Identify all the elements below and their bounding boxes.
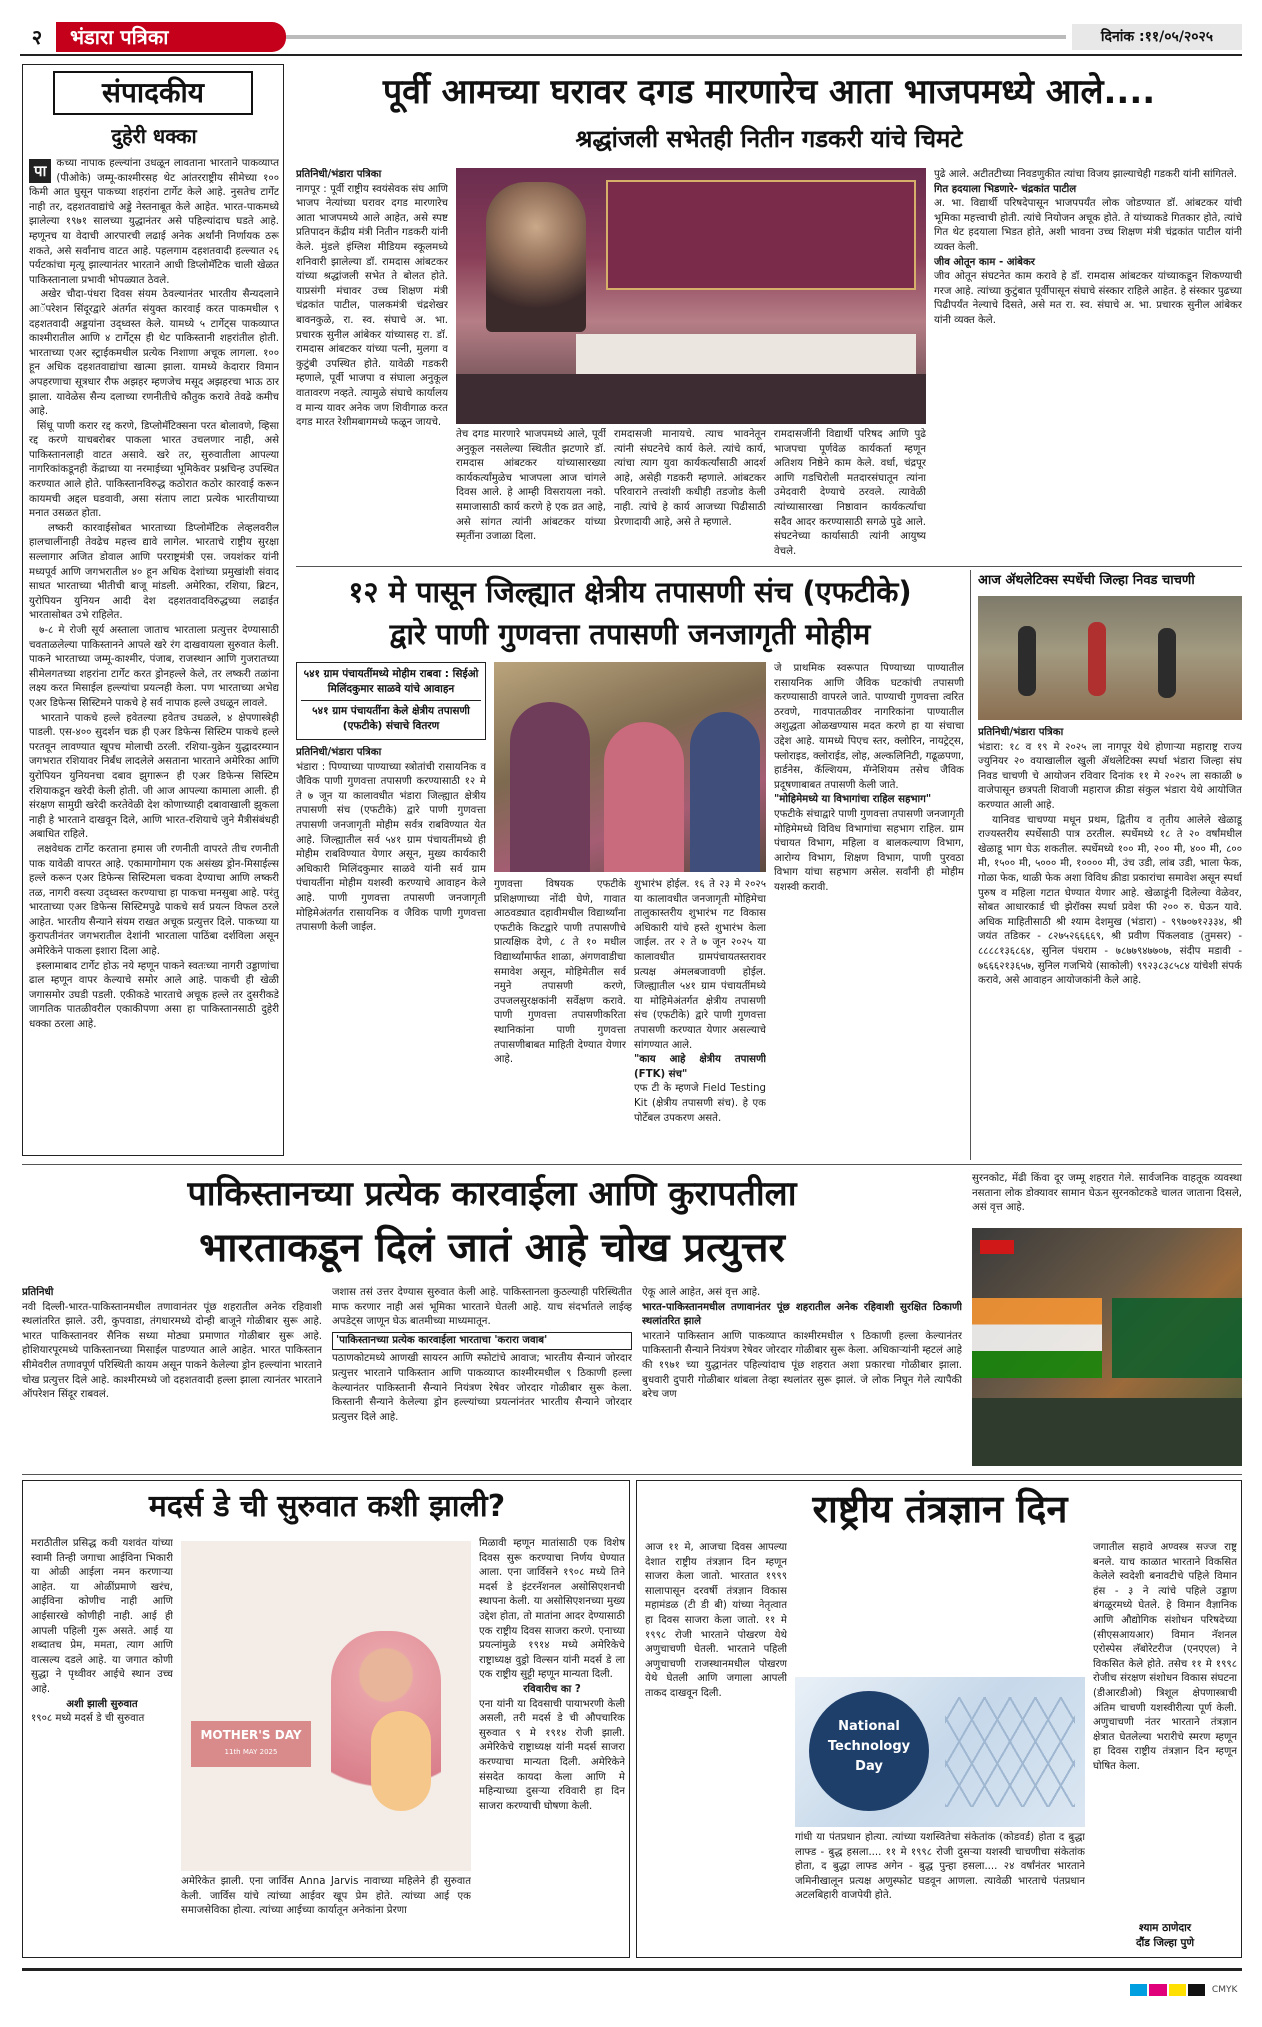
tech-column-2-body (943, 1541, 1085, 1673)
lead-paragraph: पुढे आले. अटीतटीच्या निवडणुकीत त्यांचा विजय झाल्याचेही गडकरी यांनी सांगितले. (934, 169, 1237, 180)
editorial-paragraph: इस्लामाबाद टार्गेट होऊ नये म्हणून पाकने स्वतःच्या नागरी उड्डाणांचा ढाल म्हणून वापर केल्याचे समोर आले आहे. पाकची ही खेळी जगासमोर उघडी पडली. एकीकडे भारताचे अचूक हल्ले तर दुसरीकडे जागतिक पातळीवरील एकाकीपणा असा हा पाकिस्तानसाठी दुहेरी धक्का ठरला आहे. (29, 960, 279, 1031)
lead-byline: प्रतिनिधी/भंडारा पत्रिका (296, 169, 382, 180)
pakistan-column-2 (332, 1286, 632, 1466)
water-paragraph: शुभारंभ होईल. १६ ते २३ मे २०२५ या कालावधीत जनजागृती मोहिमेचा तालुकास्तरीय शुभारंभ गट विकास अधिकारी यांचे हस्ते शुभारंभ केला जाईल. तर २ ते ७ जून २०२५ या कालावधीत ग्रामपंचायतस्तरावर प्रत्यक्ष अंमलबजावणी होईल. जिल्ह्यातील ५४१ ग्राम पंचायतींमध्ये या मोहिमेअंतर्गत क्षेत्रीय तपासणी संच (एफटीके) द्वारे पाणी गुणवत्ता तपासणी करण्यात येणार असल्याचे सांगण्यात आले. (634, 879, 766, 1051)
memorial-event-photo (456, 168, 926, 424)
water-column-3 (634, 878, 766, 1156)
water-column-4 (774, 662, 964, 1156)
runner-figure (1088, 622, 1106, 696)
lead-column-5 (934, 168, 1242, 560)
conflict-collage-photo (972, 1228, 1242, 1466)
mothers-day-image-title: MOTHER'S DAY (200, 1728, 302, 1742)
pakistan-story (22, 1168, 1242, 1470)
lead-paragraph: जीव ओतून संघटनेत काम करावे हे डॉ. रामदास आंबटकर यांच्याकडून शिकण्याची गरज आहे. त्यांच्या कुटुंबात पूर्वीपासून संघाचे संस्कार राहिले आहेत. हे संस्कार पुढच्या पिढीपर्यंत नेल्याचे दिसते, असे मत रा. स्व. संघाचे अ. भा. प्रचारक सुनील आंबेकर यांनी व्यक्त केले. (934, 271, 1242, 326)
lead-paragraph: अ. भा. विद्यार्थी परिषदेपासून भाजपपर्यंत लोक जोडण्यात डॉ. आंबटकर यांची भूमिका महत्त्वाची होती. त्यांचे नियोजन अचूक होते. ते यांच्याकडे गितकार होते, त्यांचे गित थेट हदयाला भिडत होते, अशी भावना उच्च शिक्षण मंत्री चंद्रकांत पाटील यांनी व्यक्त केली. (934, 198, 1242, 253)
lead-headline: पूर्वी आमच्या घरावर दगड मारणारेच आता भाजपमध्ये आले.... (382, 72, 1156, 112)
paper-name: भंडारा पत्रिका (70, 25, 169, 49)
water-paragraph: एफ टी के म्हणजे Field Testing Kit (क्षेत्रीय तपासणी संच). हे एक पोर्टेबल उपकरण असते. (634, 1083, 766, 1124)
water-subheading: "मोहिमेमध्ये या विभागांचा राहिल सहभाग" (774, 794, 932, 806)
editorial-section (22, 64, 284, 1156)
athletics-paragraph: भंडारा: १८ व १९ मे २०२५ ला नागपूर येथे होणाऱ्या महाराष्ट्र राज्य ज्युनियर २० वयाखालील खुली ॲथलेटिक्स स्पर्धा भंडारा जिल्हा संघ निवड चाचणी चे आयोजन रविवार दिनांक ११ मे २०२५ ला सकाळी ७ वाजेपासून छत्रपती शिवाजी महाराज क्रीडा संकुल भंडारा येथे आयोजित करण्यात आली आहे. (978, 741, 1242, 811)
tech-column-middle (795, 1831, 1085, 1953)
tech-graphic-title-2: Technology (827, 1739, 911, 1754)
lead-paragraph: नागपूर : पूर्वी राष्ट्रीय स्वयंसेवक संघ आणि भाजप नेत्यांच्या घरावर दगड मारणारेच आता भाजपमध्ये आले आहेत, असे स्पष्ट प्रतिपादन केंद्रीय मंत्री नितीन गडकरी यांनी केले. मुंडले इंग्लिश मीडियम स्कूलमध्ये शनिवारी झालेल्या डॉ. रामदास आंबटकर यांच्या श्रद्धांजली सभेत ते बोलत होते. याप्रसंगी मंचावर उच्च शिक्षण मंत्री चंद्रकांत पाटील, पालकमंत्री चंद्रशेखर बावनकुळे, रा. स्व. संघाचे अ. भा. प्रचारक सुनील आंबेकर यांच्यासह रा. डॉ. रामदास आंबटकर यांच्या पत्नी, मुलगा व कुटुंबी उपस्थित होते. यावेळी गडकरी म्हणाले, पूर्वी भाजपा व संघाला अनुकूल वातावरण नव्हते. त्यामुळे संघाचे कार्यालय व मान्य यावर अनेक जण शिवीगाळ करत दगड मारत रेशीमबागमध्ये फळून जायचे. (296, 183, 448, 429)
lead-paragraph: रामदासजी मानायचे. त्याच भावनेतून त्यांनी संघटनेचे कार्य केले. त्यांचे कार्य, त्यांचा त्याग युवा कार्यकर्त्यांसाठी आदर्श आहे, असेही गडकरी म्हणाले. आंबटकर परिवाराने तत्त्वांशी कधीही तडजोड केली नाही. त्यांचे हे कार्य आजच्या पिढीसाठी प्रेरणादायी आहे, असे ते म्हणाले. (614, 429, 766, 528)
mothers-day-image-date: 11th MAY 2025 (224, 1748, 278, 1756)
water-paragraph: भंडारा : पिण्याच्या पाण्याच्या स्त्रोतांची रासायनिक व जैविक पाणी गुणवत्ता तपासणी करण्यासाठी १२ मे ते ७ जून या कालावधीत भंडारा जिल्ह्यात क्षेत्रीय तपासणी संच (एफटीके) द्वारे पाणी गुणवत्ता तपासणी जनजागृती मोहीम सर्वत्र राबविण्यात येत आहे. जिल्ह्यातील सर्व ५४१ ग्राम पंचायतींमध्ये ही मोहीम राबविण्यात येणार असून, मुख्य कार्यकारी अधिकारी मिलिंदकुमार साळवे यांनी सर्व ग्राम पंचायतींना मोहीम यशस्वी करण्याचे आवाहन केले आहे. पाणी गुणवत्ता तपासणी जनजागृती मोहिमेअंतर्गत रासायनिक व जैविक पाणी गुणवत्ता तपासणी केली जाईल. (296, 761, 486, 934)
water-highlight-2: ५४१ ग्राम पंचायतींना केले क्षेत्रीय तपासणी (एफटीके) संचाचे वितरण (312, 705, 470, 732)
lead-story (296, 64, 1242, 564)
mothers-day-story (22, 1480, 630, 1958)
editorial-paragraph: सिंधू पाणी करार रद्द करणे, डिप्लोमॅटिक्सना परत बोलावणे, व्हिसा रद्द करणे याचबरोबर पाकला भारत उचलणार नाही, असे पाकिस्तानलाही वाटत असावे. खरे तर, सुरुवातीला आपल्या नागरिकांकडूनही केंद्राच्या या नरमाईच्या भूमिकेवर प्रश्नचिन्ह उपस्थित करण्यात आले होते. पाकिस्तानविरुद्ध कठोरात कठोर कारवाई करून कायमची अद्दल घडवावी, असा संताप लाटा प्रत्येक भारतीयाच्या मनात उसळत होता. (29, 420, 279, 520)
editorial-paragraph: लष्करी कारवाईसोबत भारताच्या डिप्लोमॅटिक लेव्हलवरील हालचालींनाही तेवढेच महत्त्व द्यावे लागेल. भारताचे राष्ट्रीय सुरक्षा सल्लागार अजित डोवाल आणि परराष्ट्रमंत्री एस. जयशंकर यांनी मध्यपूर्व आणि जगभरातील ४० हून अधिक देशांच्या प्रमुखांशी संवाद साधत भारताच्या भीतीची बाजू मांडली. अमेरिका, रशिया, ब्रिटन, युरोपियन युनियन आदी देश दहशतवादविरुद्धच्या लढाईत भारतासोबत उभे राहिलेत. (29, 522, 279, 622)
tech-paragraph: गांधी या पंतप्रधान होत्या. त्यांच्या यशस्वितेचा संकेतांक (कोडवर्ड) होता द बुद्धा लाफ्ड - बुद्ध हसला.... ११ मे १९९८ रोजी दुसऱ्या यशस्वी चाचणीचा संकेतांक होता, द बुद्धा लाफ्ड अगेन - बुद्ध पुन्हा हसला.... २४ वर्षांनंतर भारताने जमिनीखालून प्रत्यक्ष अणुस्फोट घडवून आणला. त्यावेळी भारताचे पंतप्रधान अटलबिहारी वाजपेयी होते. (795, 1832, 1085, 1902)
editorial-title: दुहेरी धक्का (111, 124, 197, 148)
flag-graphic (972, 1298, 1102, 1378)
issue-date: दिनांक :११/०५/२०२५ (1072, 24, 1242, 50)
tech-column-3 (1093, 1541, 1237, 1921)
editorial-paragraph: अखेर चौदा-पंधरा दिवस संयम ठेवल्यानंतर भारतीय सैन्यदलाने आॅपरेशन सिंदूरद्वारे अंतर्गत संयुक्त कारवाई करत पाकमधील ९ दहशतवादी अड्डयांना उद्ध्वस्त केले. यामध्ये ५ टार्गेट्स पाकव्याप्त काश्मीरातील आणि ४ टार्गेट्स ही थेट पाकिस्तानी शहरांतील होती. भारताच्या एअर स्ट्राईकमधील प्रत्येक निशाणा अचूक लागला. १०० हून अधिक दहशतवाद्यांचा खात्मा झाला. यामध्ये केदारार विमान अपहरणाचा सूत्रधार रौफ अझहर म्हणजेच मसूद अझहरचा भाऊ ठार झाला. यावेळेस सैन्य दलाच्या रणनीतीचे कौतुक करावे तेवढे कमीच आहे. (29, 289, 279, 418)
water-paragraph: गुणवत्ता विषयक एफटीके प्रशिक्षणाच्या नोंदी घेणे, गावात आठवड्यात दहावीमधील विद्यार्थ्यांना एफटीके किटद्वारे पाणी तपासणीचे प्रात्यक्षिक देणे, ८ ते १० मधील विद्यार्थ्यांमार्फत शाळा, अंगणवाडीचा समावेश असून, मोहिमेतील सर्व नमुने तपासणी करणे, उपजलसुरक्षकांनी सर्वेक्षण करावे. पाणी गुणवत्ता तपासणीकरिता स्थानिकांना पाणी गुणवत्ता तपासणीबाबत माहिती देण्यात येणार आहे. (494, 879, 626, 1066)
lead-column-4 (774, 428, 926, 560)
pakistan-paragraph: भारताने पाकिस्तान आणि पाकव्याप्त काश्मीरमधील ९ ठिकाणी हल्ला केल्यानंतर पाकिस्तानी सैन्याने नियंत्रण रेषेवर जोरदार गोळीबार सुरू केला. अधिकाऱ्यांनी म्हटलं आहे की १९७१ च्या युद्धानंतर पहिल्यांदाच पूंछ शहरात अशा प्रकारचा गोळीबार झाला. बुधवारी दुपारी गोळीबार थांबला तेव्हा स्थलांतर सुरू झालं. जे लोक निघून गेले त्यापैकी बरेच जण (642, 1330, 962, 1401)
color-registration-bar (1130, 1984, 1242, 1996)
water-byline: प्रतिनिधी/भंडारा पत्रिका (296, 747, 382, 758)
editorial-paragraph: भारताने पाकचे हल्ले हवेतल्या हवेतच उधळले, ४ क्षेपणास्त्रेही पाडली. एस-४०० सुदर्शन चक्र ही एअर डिफेन्स सिस्टिम पाकचे हल्ले परतवून लावण्यात खूपच मोलाची ठरली. रशिया-युक्रेन युद्धादरम्यान जगभरात रशियावर निर्बंध लादलेले असताना भारताने अमेरिका आणि युरोपियन युनियनचा दबाव झुगारून ही एअर डिफेन्स सिस्टिम रशियाकडून खरेदी केली होती. जी आज आपल्या कामाला आली. ही संरक्षण सामुग्री खरेदी करतेवेळी देश कोणाच्याही दबावाखाली झुकला नाही हे भारताने दाखवून दिले, आणि भारत-रशियाचे जुने मैत्रीसंबंधही अबाधित राहिले. (29, 712, 279, 841)
woman-figure (690, 712, 760, 872)
cmyk-label: CMYK (1211, 1985, 1238, 1995)
portrait-figure (486, 182, 586, 332)
water-quality-story (296, 570, 964, 1160)
tech-author-place: दौंड जिल्हा पुणे (1135, 1937, 1195, 1949)
tech-column-1 (645, 1541, 787, 1953)
lead-paragraph: तेच दगड मारणारे भाजपमध्ये आले, पूर्वी अनुकूल नसलेल्या स्थितीत झटणारे डॉ. रामदास आंबटकर यांच्यासारख्या कार्यकर्त्यांमुळेच भाजपला आज चांगले दिवस आले. हे आम्ही विसरायला नको. समाजासाठी कार्य करणे हे एक व्रत आहे, असे सांगत त्यांनी आंबटकर यांच्या स्मृतींना उजाळा दिला. (456, 429, 606, 543)
lead-column-1 (296, 168, 448, 560)
mothers-paragraph: मराठीतील प्रसिद्ध कवी यशवंत यांच्या स्वामी तिन्ही जगाचा आईविना भिकारी या ओळी आईला नमन करणाऱ्या आहेत. या ओळींप्रमाणे खरंच, आईविना कोणीच नाही आणि आईसारखे कोणीही नाही. आई ही आपली पहिली गुरू असते. आई या शब्दातच प्रेम, ममता, त्याग आणि वात्सल्य दडले आहे. या जगात कोणी सुद्धा ने पृथ्वीवर आईचे स्थान उच्च आहे. (31, 1538, 173, 1695)
water-highlight-1: ५४१ ग्राम पंचायतींमध्ये मोहीम राबवा : सिईओ मिलिंदकुमार साळवे यांचे आवाहन (301, 667, 481, 701)
mothers-paragraph: एना यांनी या दिवसाची पायाभरणी केली असली, तरी मदर्स डे ची औपचारिक सुरुवात ९ मे १९१४ रोजी झाली. अमेरिकेचे राष्ट्राध्यक्ष यांनी मदर्स साजरा करण्याचा मान्यता दिली. अमेरिकेने संसदेत कायदा केला आणि मे महिन्याच्या दुसऱ्या रविवारी हा दिन साजरा करण्याची घोषणा केली. (479, 1698, 625, 1812)
mothers-column-3 (479, 1537, 625, 1953)
pakistan-subheading: भारत-पाकिस्तानमधील तणावानंतर पूंछ शहरातील अनेक रहिवाशी सुरक्षित ठिकाणी स्थलांतरित झाले (642, 1301, 962, 1328)
woman-figure (604, 722, 684, 872)
child-figure (371, 1711, 431, 1811)
stage-backdrop (606, 180, 916, 290)
mothers-subheading: अशी झाली सुरुवात (66, 1698, 138, 1710)
tech-graphic-title-3: Day (855, 1759, 883, 1774)
swatch (1188, 1984, 1205, 1996)
tech-column-2 (795, 1541, 937, 1673)
pakistan-paragraph: पठाणकोटमध्ये आणखी सायरन आणि स्फोटांचे आवाज; भारतीय सैन्यानं जोरदार प्रत्युत्तर भारताने पाकिस्तान आणि पाकव्याप्त काश्मीरमधील ९ ठिकाणी हल्ला केल्यानंतर पाकिस्तानी सैन्याने नियंत्रण रेषेवर जोरदार गोळीबार सुरू केला. किस्तानी सैन्याने केलेल्या ड्रोन हल्ल्यांच्या प्रयत्नांनंतर भारतीय सैन्याने जोरदार प्रत्युत्तर दिले आहे. (332, 1353, 632, 1423)
pakistan-column-3 (642, 1286, 962, 1466)
water-headline-line1: १२ मे पासून जिल्ह्यात क्षेत्रीय तपासणी संच (एफटीके) (348, 575, 912, 609)
athletics-body (978, 726, 1242, 1156)
swatch (1169, 1984, 1186, 1996)
water-headline-line2: द्वारे पाणी गुणवत्ता तपासणी जनजागृती मोहीम (389, 617, 871, 651)
editorial-body (29, 157, 279, 1151)
technology-day-story (636, 1480, 1242, 1958)
runner-figure (1018, 626, 1036, 696)
editorial-dropcap: पा (29, 159, 51, 183)
woman-figure (510, 702, 590, 872)
mothers-day-headline: मदर्स डे ची सुरुवात कशी झाली? (148, 1489, 506, 1524)
pakistan-paragraph: ऐकू आले आहेत, असं वृत्त आहे. (642, 1287, 761, 1298)
pakistan-column-1 (22, 1286, 322, 1466)
water-paragraph: एफटीके संचाद्वारे पाणी गुणवत्ता तपासणी जनजागृती मोहिमेमध्ये विविध विभागांचा सहभाग राहिल. ग्राम पंचायत विभाग, महिला व बालकल्याण विभाग, आरोग्य विभाग, शिक्षण विभाग, पाणी पुरवठा विभाग यांचा सहभाग असेल. सर्वांनी ही मोहीम यशस्वी करावी. (774, 808, 964, 893)
technology-day-graphic (795, 1677, 1085, 1827)
lead-subheading: जीव ओतून काम - आंबेकर (934, 256, 1035, 268)
lead-subhead: श्रद्धांजली सभेतही नितीन गडकरी यांचे चिमटे (575, 125, 963, 153)
page-number: २ (31, 25, 43, 49)
editorial-paragraph: कच्या नापाक हल्ल्यांना उधळून लावताना भारताने पाकव्याप्त (पीओके) जम्मू-काश्मीरसह थेट आंतरराष्ट्रीय सीमेच्या १०० किमी आत घुसून पाकच्या शहरांना टार्गेट केले आहे. नुसतेच टार्गेट नाही तर, दहशतवाद्यांचे अड्डे नेस्तनाबूत केले आहेत. भारत-पाकमध्ये झालेल्या १९७१ सालच्या युद्धानंतर असे पहिल्यांदाच घडते आहे. म्हणूनच या वेदाची आरपारची लढाई अनेक अर्थांनी निर्णायक ठरू शकते, असे सर्वांनाच वाटत आहे. पहलगाम दहशतवादी हल्ल्यात २६ पर्यटकांचा मृत्यू झाल्यानंतर भारताने आधी डिप्लोमॅटिक चाली खेळत पाकिस्तानाला प्रभावी भोपळ्यात ठेवले. (29, 158, 279, 286)
tech-author-name: श्याम ठाणेदार (1138, 1922, 1192, 1934)
paper-name-banner (56, 22, 286, 52)
technology-day-headline: राष्ट्रीय तंत्रज्ञान दिन (812, 1487, 1068, 1531)
mothers-day-illustration (181, 1541, 471, 1871)
masthead (20, 22, 1242, 56)
pakistan-paragraph: जशास तसं उत्तर देण्यास सुरुवात केली आहे. पाकिस्तानला कुठल्याही परिस्थितीत माफ करणार नाही असं भूमिका भारताने घेतली आहे. याच संदर्भातले लाईव्ह अपडेट्स जाणून घेऊ बातमीच्या माध्यमातून. (332, 1287, 632, 1328)
tech-graphic-title-1: National (838, 1719, 900, 1734)
editorial-label: संपादकीय (53, 71, 253, 115)
audience-strip (456, 374, 926, 424)
swatch (1149, 1984, 1166, 1996)
mothers-paragraph: अमेरिकेत झाली. एना जार्विस Anna Jarvis नावाच्या महिलेने ही सुरुवात केली. जार्विस यांचे त्यांच्या आईवर खूप प्रेम होते. त्यांच्या आई एक समाजसेविका होत्या. त्यांच्या आईच्या कार्यातून अनेकांना प्रेरणा (181, 1876, 471, 1917)
water-highlight-box (296, 662, 486, 740)
water-column-2 (494, 878, 626, 1156)
runner-figure (1158, 628, 1176, 698)
pakistan-subheading: 'पाकिस्तानच्या प्रत्येक कारवाईला भारताचा 'करारा जवाब' (332, 1332, 632, 1351)
pakistan-top-right (972, 1172, 1242, 1222)
mothers-subheading: रविवारीच का ? (523, 1683, 581, 1695)
mothers-column-1 (31, 1537, 173, 1953)
dais-table (576, 334, 916, 374)
lead-subheading: गित हदयाला भिडणारे- चंद्रकांत पाटील (934, 183, 1077, 195)
flag-graphic (1112, 1298, 1242, 1378)
editorial-paragraph: ७-८ मे रोजी सूर्य अस्ताला जाताच भारताला प्रत्युत्तर देण्यासाठी चवताळलेल्या पाकिस्तानने आपले खरे रंग दाखवायला सुरुवात केली. पाकने भारताच्या जम्मू-काश्मीर, पंजाब, राजस्थान आणि गुजरातच्या सीमेलगतच्या शहरांना टार्गेट करत ड्रोनहल्ले केले, तर लष्करी तळांना लक्ष्य करत मिसाईल हल्ल्यांचा प्रयत्नही केला. पण भारताच्या अभेद्य एअर डिफेन्स सिस्टिमने पाकचे हे सर्व नापाक हल्ले उधळून लावले. (29, 625, 279, 709)
water-column-1 (296, 746, 486, 1156)
pakistan-byline: प्रतिनिधी (22, 1287, 54, 1298)
athletics-paragraph: यानिवड चाचण्या मधून प्रथम, द्वितीय व तृतीय आलेले खेळाडू राज्यस्तरीय स्पर्धेसाठी पात्र ठरतील. स्पर्धेमध्ये १८ ते २० वर्षांमधील खेळाडू भाग घेऊ शकतील. स्पर्धेमध्ये १०० मी, २०० मी, ४०० मी, ८०० मी, १५०० मी, ५००० मी, १०००० मी, उंच उडी, लांब उडी, भाला फेक, गोळा फेक, थाळी फेक अशा विविध क्रीडा प्रकारांचा समावेश असून स्पर्धा पुरुष व महिला गटात घेण्यात येणार आहे. खेळाडूंनी दिलेल्या वेळेवर, सोबत आधारकार्ड ची झेरॉक्स स्पर्धा प्रवेश फी २०० रु. घेऊन यावे. अधिक माहितीसाठी श्री श्याम देशमुख (भंडारा) - ९९७०७१२३३४, श्री जयंत तडिकर - ८२७५२६६६६९, श्री प्रवीण पिंकलवाड (तुमसर) - ८८८८१३६८६४, सुनिल पंधराम - ७८७७९४७७०७, संदीप मडावी - ७६६६२१३६५७, सुनिल गजभिये (साकोली) ९९२३८३८५८४ यांचेशी संपर्क करावे, असे आवाहन आयोजकांनी केले आहे. (978, 814, 1242, 987)
water-testing-photo (494, 662, 766, 872)
live-badge (980, 1240, 1014, 1254)
pakistan-paragraph: नवी दिल्ली-भारत-पाकिस्तानमधील तणावानंतर पूंछ शहरातील अनेक रहिवाशी स्थलांतरित झाले. उरी, कुपवाडा, तंगधारमध्ये दोन्ही बाजूने गोळीबार सुरू आहे. भारत पाकिस्तानवर सैनिक सध्या मोठ्या प्रमाणात गोळीबार सुरू आहे. होशियारपूरमध्ये पाकिस्तानच्या मिसाईल पाडण्यात आले आहेत. भारत पाकिस्तान सीमेवरील तणावपूर्ण परिस्थिती कायम असून पाकने केलेल्या ड्रोन हल्ल्यांना भारताने चोख प्रत्युत्तर दिले आहे. काश्मीरमध्ये जो दहशतवादी हल्ला झाला त्यानंतर भारताने ऑपरेशन सिंदूर राबवलं. (22, 1301, 322, 1401)
pakistan-paragraph: सुरनकोट, मेंढी किंवा दूर जम्मू शहरात गेले. सार्वजनिक वाहतूक व्यवस्था नसताना लोक डोक्यावर सामान घेऊन सुरनकोटकडे चालत जाताना दिसले, असं वृत्त आहे. (972, 1173, 1242, 1214)
athletics-story (978, 570, 1242, 1160)
athletics-byline: प्रतिनिधी/भंडारा पत्रिका (978, 727, 1064, 738)
lead-paragraph: रामदासजींनी विद्यार्थी परिषद आणि पुढे भाजपचा पूर्णवेळ कार्यकर्ता म्हणून अतिशय निष्ठेने काम केले. वर्धा, चंद्रपूर आणि गडचिरोली मतदारसंघातून त्यांना उमेदवारी देण्याचे ठरवले. त्यावेळी त्यांच्यासारखा निष्ठावान कार्यकर्त्याचा सदैव आदर करण्यासाठी सगळे पुढे आले. संघटनेच्या कार्यासाठी त्यांनी आयुष्य वेचले. (774, 429, 926, 557)
masthead-rule (286, 35, 1066, 39)
pakistan-headline-line1: पाकिस्तानच्या प्रत्येक कारवाईला आणि कुरापतीला (187, 1174, 797, 1214)
athletics-race-photo (978, 596, 1242, 720)
tech-paragraph: आज ११ मे, आजचा दिवस आपल्या देशात राष्ट्रीय तंत्रज्ञान दिन म्हणून साजरा केला जातो. भारतात १९९९ सालापासून दरवर्षी तंत्रज्ञान विकास महामंडळ (टी डी बी) यांच्या नेतृत्वात हा दिवस साजरा केला जातो. ११ मे १९९८ रोजी भारताने पोखरण येथे अणुचाचणी घेतली. भारताने पहिली अणुचाचणी राजस्थानमधील पोखरण येथे घेतली आणि जगाला आपली ताकद दाखवून दिली. (645, 1542, 787, 1699)
mothers-paragraph: १९०८ मध्ये मदर्स डे ची सुरुवात (31, 1713, 145, 1725)
water-paragraph: जे प्राथमिक स्वरूपात पिण्याच्या पाण्यातील रासायनिक आणि जैविक घटकांची तपासणी करण्यासाठी वापरले जाते. पाण्याची गुणवत्ता त्वरित ठरवणे, गावपातळीवर नागरिकांना पाण्यातील अशुद्धता ओळखण्यास मदत करणे हा या संचाचा उद्देश आहे. यामध्ये पिएच स्तर, क्लोरिन, नायट्रेट्स, फ्लोराइड, क्लोराईड, लोह, अल्कलिनिटी, गढूळपणा, हार्डनेस, कॅल्शियम, मॅग्नेशियम तसेच जैविक प्रदूषणाबाबत तपासणी केली जाते. (774, 663, 964, 791)
editorial-paragraph: लक्षवेधक टार्गेट करताना हमास जी रणनीती वापरते तीच रणनीती पाक यावेळी वापरत आहे. एकामागोमाग एक असंख्य ड्रोन-मिसाईल्स हल्ले करून एअर डिफेन्स सिस्टिमला चकवा देण्याचा आणि लष्करी तळ, नागरी वस्त्या उद्ध्वस्त करण्याचा हा पाकचा मनसुबा आहे. परंतु भारताच्या एअर डिफेन्स सिस्टिमपुढे पाकचे सर्व प्रयत्न विफल ठरले आहेत. भारतीय सैन्याने संयम राखत अचूक प्रत्युत्तर दिले. पाकच्या या कुरापतीनंतर जगभरातील देशांनी भारताला पाठिंबा दर्शविला असून अमेरिकेने पाकला इशारा दिला आहे. (29, 843, 279, 958)
mothers-column-2-tail (181, 1875, 471, 1953)
mothers-paragraph: मिळावी म्हणून मातांसाठी एक विशेष दिवस सुरू करण्याचा निर्णय घेण्यात आला. एना जार्विसने १९०८ मध्ये तिने मदर्स डे इंटरनॅशनल असोसिएशनची स्थापना केली. या असोसिएशनच्या मुख्य उद्देश होता, तो मातांना आदर देण्यासाठी एक राष्ट्रीय दिवस साजरा करणे. एनाच्या प्रयत्नांमुळे १९१४ मध्ये अमेरिकेचे राष्ट्राध्यक्ष वुड्रो विल्सन यांनी मदर्स डे ला एक राष्ट्रीय सुट्टी म्हणून मान्यता दिली. (479, 1538, 625, 1681)
swatch (1130, 1984, 1147, 1996)
water-subheading: "काय आहे क्षेत्रीय तपासणी (FTK) संच" (634, 1054, 766, 1080)
tech-paragraph: जगातील सहावे अण्वस्त्र सज्ज राष्ट्र बनले. याच काळात भारताने विकसित केलेले स्वदेशी बनावटीचे पहिले विमान हंस - ३ ने त्यांचे पहिले उड्डाण बंगळूरमध्ये घेतले. हे विमान वैज्ञानिक आणि औद्योगिक संशोधन परिषदेच्या (सीएसआयआर) विमान नॅशनल एरोस्पेस लॅबोरेटरीज (एनएएल) ने विकसित केले होते. तसेच ११ मे १९९८ रोजीच संरक्षण संशोधन विकास संघटना (डीआरडीओ) त्रिशूल क्षेपणास्त्राची अंतिम चाचणी यशस्वीरीत्या पूर्ण केली. अणुचाचणी नंतर भारताने तंत्रज्ञान क्षेत्रात घेतलेल्या भरारीचे स्मरण म्हणून हा दिवस राष्ट्रीय तंत्रज्ञान दिन म्हणून घोषित केला. (1093, 1542, 1237, 1772)
lead-column-2 (456, 428, 606, 560)
footer-rule (22, 1968, 1242, 1971)
circuit-hexagons (945, 1697, 1075, 1807)
tech-author (1093, 1921, 1237, 1951)
lead-column-3 (614, 428, 766, 560)
athletics-headline: आज ॲथलेटिक्स स्पर्धेची जिल्हा निवड चाचणी (978, 573, 1195, 588)
soldiers-strip (972, 1398, 1242, 1466)
pakistan-headline-line2: भारताकडून दिलं जातं आहे चोख प्रत्युत्तर (199, 1225, 785, 1271)
